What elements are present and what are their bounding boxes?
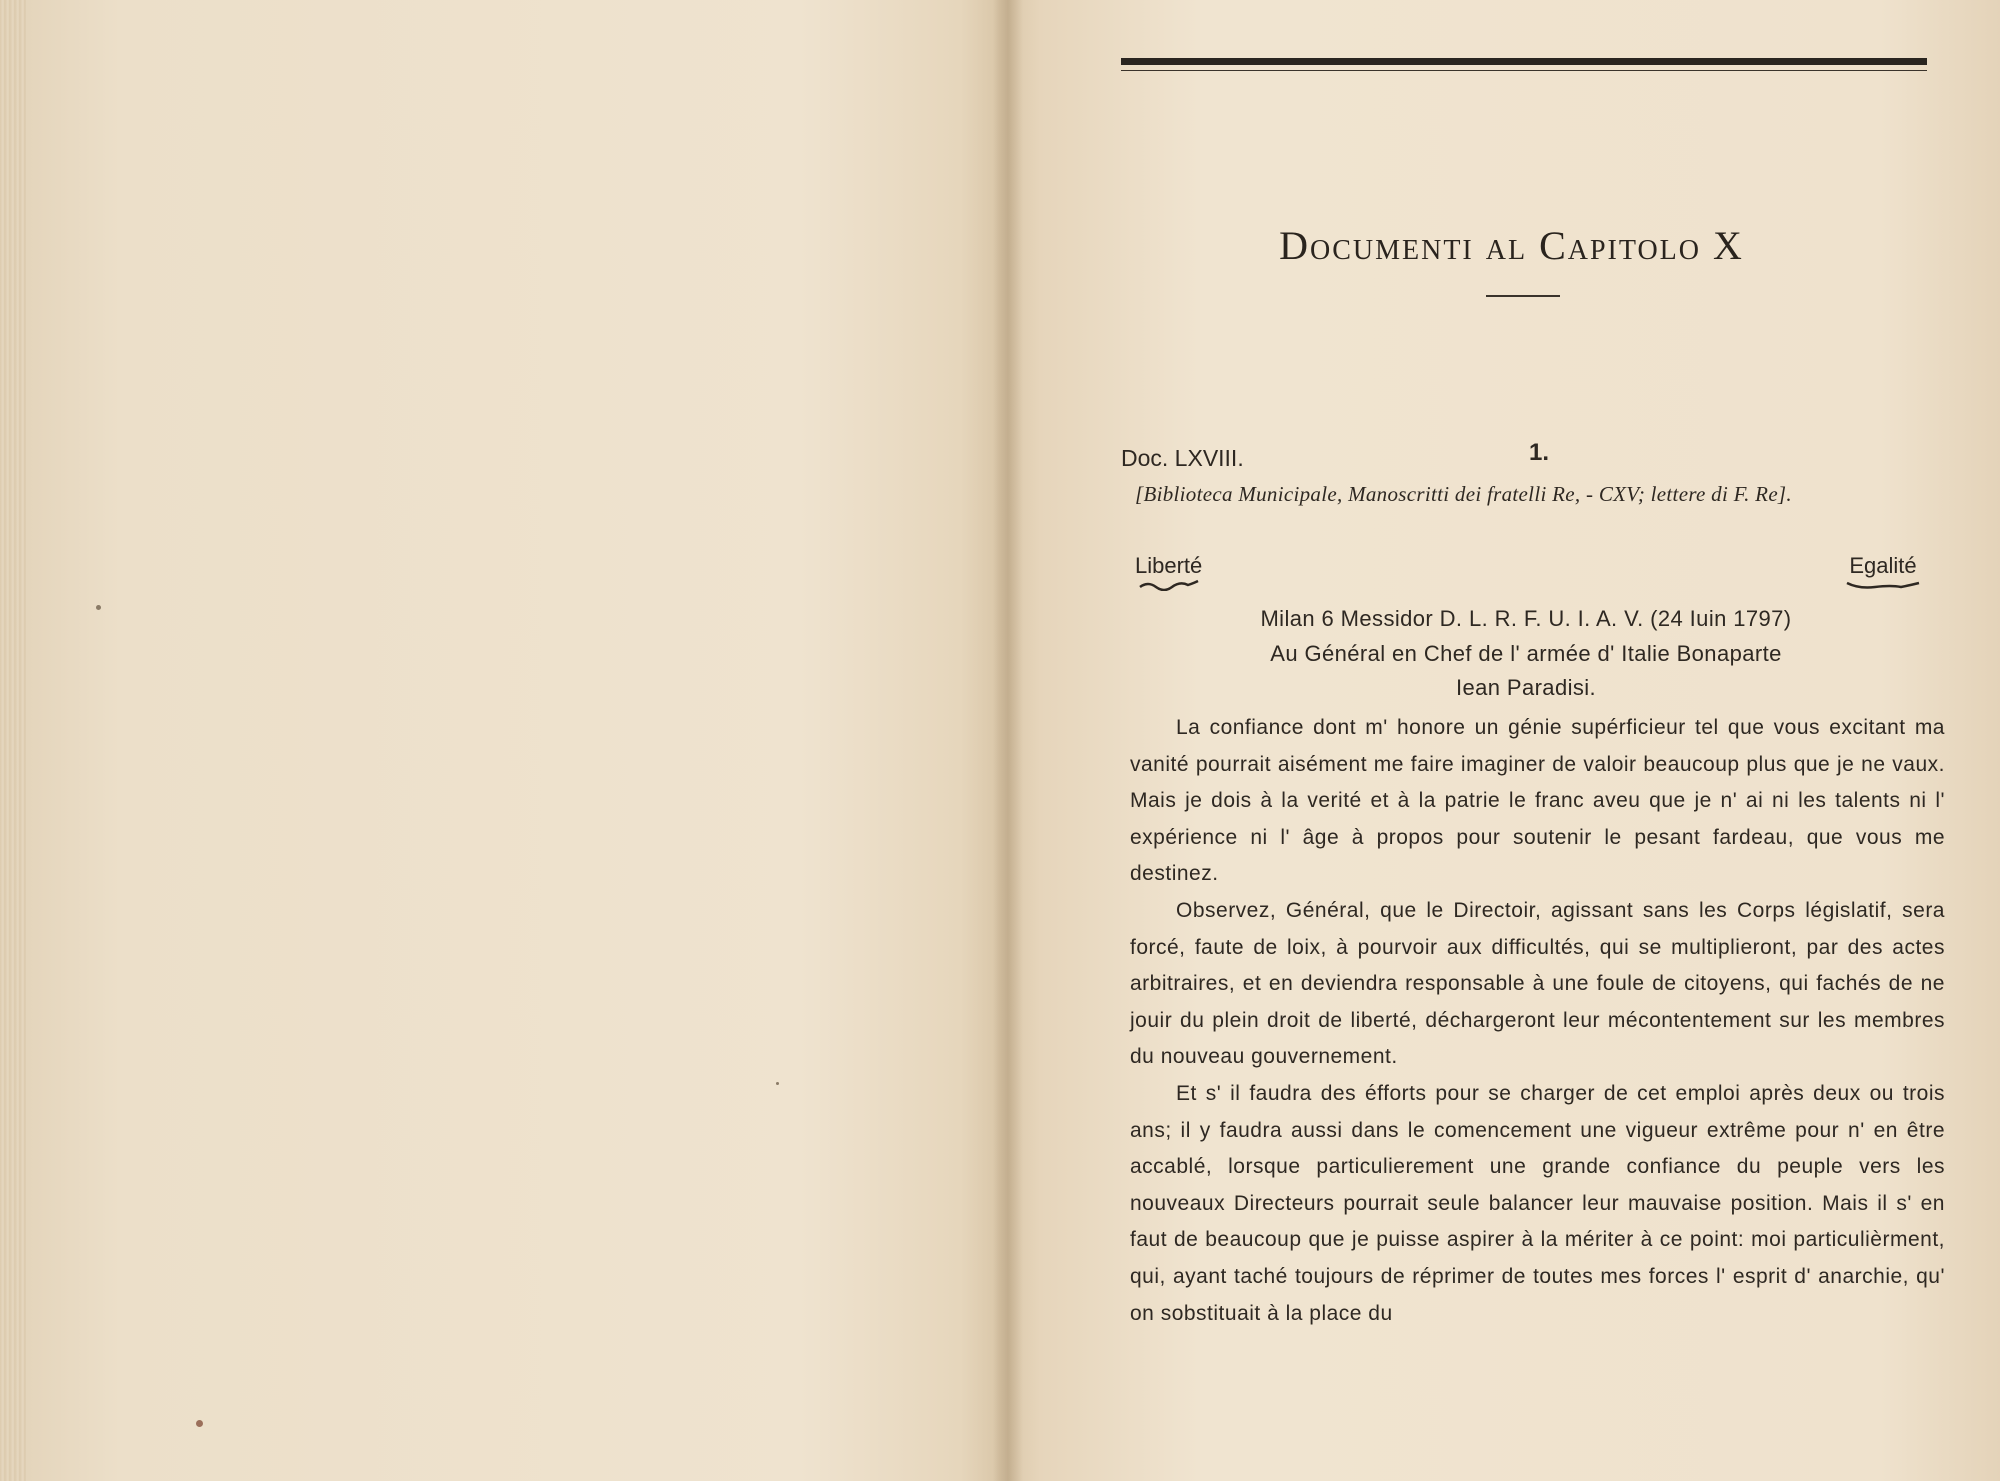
addressee: Au Général en Chef de l' armée d' Italie Bonaparte xyxy=(1270,641,1782,666)
document-label: Doc. LXVIII. xyxy=(1121,445,1244,471)
paper-speck xyxy=(776,1082,779,1085)
page-edges xyxy=(0,0,26,1481)
dateline: Milan 6 Messidor D. L. R. F. U. I. A. V. (24 Iuin 1797) xyxy=(1260,606,1792,631)
right-page xyxy=(1023,0,2000,1481)
flourish-ornament xyxy=(1845,579,1921,591)
paragraph: La confiance dont m' honore un génie supérficieur tel que vous excitant ma vanité pourrait aisément me faire imaginer de valoir beaucoup plus que je ne vaux. Mais je dois à la verité et à la patrie le franc aveu que je n' ai ni les talents ni l' expérience ni l' âge à propos pour soutenir le pesant fardeau, que vous me destinez. xyxy=(1130,716,1945,886)
paper-speck xyxy=(96,605,101,610)
sender: Iean Paradisi. xyxy=(1455,675,1597,700)
chapter-title: Documenti al Capitolo X xyxy=(1279,223,1744,268)
document-number: 1. xyxy=(1528,439,1549,466)
flourish-ornament xyxy=(1138,579,1200,591)
title-underline xyxy=(1486,295,1560,297)
header-thin-rule xyxy=(1121,70,1927,71)
motto-left xyxy=(1135,553,1202,591)
motto-right-text: Egalité xyxy=(1849,553,1917,578)
motto-right xyxy=(1845,553,1921,591)
letter-body xyxy=(1130,710,1945,1332)
paper-speck xyxy=(196,1420,203,1427)
paragraph: Observez, Général, que le Directoir, agissant sans les Corps législatif, sera forcé, faute de loix, à pourvoir aux difficultés, qui se multiplieront, par des actes arbitraires, et en deviendra responsable à une foule de citoyens, qui fachés de ne jouir du plein droit de liberté, déchargeront leur mécontentement sur les membres du nouveau gouvernement. xyxy=(1130,898,1945,1069)
header-thick-rule xyxy=(1121,58,1927,65)
paragraph: Et s' il faudra des éfforts pour se charger de cet emploi après deux ou trois ans; il y faudra aussi dans le comencement une vigueur extrême pour n' en être accablé, lorsque particulierement une grande confiance du peuple vers les nouveaux Directeurs pourrait seule balancer leur mauvaise position. Mais il s' en faut de beaucoup que je puisse aspirer à la mériter à ce point: moi particulièrment, qui, ayant taché toujours de réprimer de toutes mes forces l' esprit d' anarchie, qu' on sobstituait à la place du xyxy=(1130,1081,1945,1325)
book-gutter xyxy=(993,0,1023,1481)
source-citation: [Biblioteca Municipale, Manoscritti dei fratelli Re, - CXV; lettere di F. Re]. xyxy=(1135,482,1792,506)
motto-left-text: Liberté xyxy=(1135,553,1203,578)
